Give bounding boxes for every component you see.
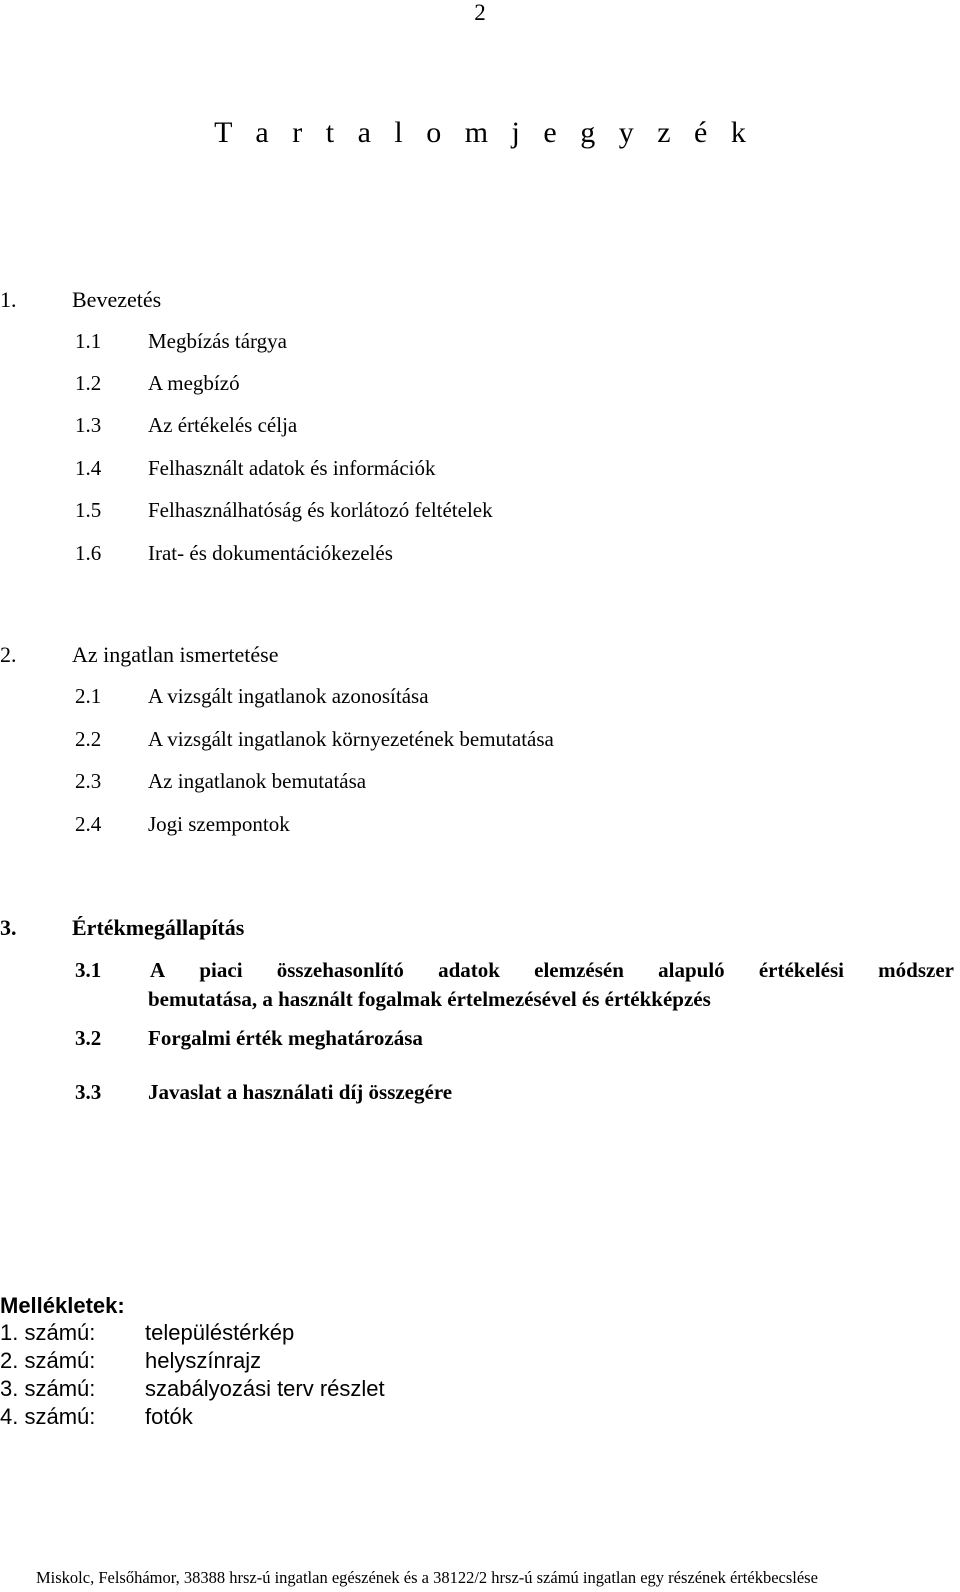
section-3-number: 3. bbox=[0, 915, 17, 940]
section-2-title: Az ingatlan ismertetése bbox=[72, 642, 279, 667]
page-footer: Miskolc, Felsőhámor, 38388 hrsz-ú ingatlan egészének és a 38122/2 hrsz-ú számú ingatlan egy részének értékbecslése bbox=[36, 1568, 818, 1587]
toc-item-title-line-1 bbox=[150, 958, 954, 983]
annex-text: helyszínrajz bbox=[145, 1348, 262, 1373]
section-1-number: 1. bbox=[0, 287, 17, 312]
toc-word: módszer bbox=[878, 958, 954, 982]
toc-item-number: 1.4 bbox=[75, 456, 102, 480]
annex-heading: Mellékletek: bbox=[0, 1293, 125, 1318]
section-3-title: Értékmegállapítás bbox=[72, 915, 245, 940]
toc-item-number: 1.6 bbox=[75, 541, 102, 565]
toc-item-number: 1.2 bbox=[75, 371, 102, 395]
toc-item-title: Forgalmi érték meghatározása bbox=[148, 1026, 423, 1050]
annex-label: 1. számú: bbox=[0, 1320, 96, 1345]
annex-text: településtérkép bbox=[145, 1320, 295, 1345]
toc-item-number: 3.3 bbox=[75, 1080, 102, 1104]
annex-label: 4. számú: bbox=[0, 1404, 96, 1429]
toc-item-title: Javaslat a használati díj összegére bbox=[148, 1080, 453, 1104]
toc-item-number: 2.2 bbox=[75, 727, 102, 751]
toc-word: alapuló bbox=[658, 958, 725, 982]
annex-text: szabályozási terv részlet bbox=[145, 1376, 385, 1401]
toc-item-number: 1.3 bbox=[75, 413, 102, 437]
toc-word: adatok bbox=[438, 958, 500, 982]
toc-item-title: A vizsgált ingatlanok környezetének bemutatása bbox=[148, 727, 554, 751]
toc-item-title: Felhasznált adatok és információk bbox=[148, 456, 436, 480]
annex-label: 3. számú: bbox=[0, 1376, 96, 1401]
toc-item-number: 2.4 bbox=[75, 812, 102, 836]
toc-item-title: Felhasználhatóság és korlátozó feltételek bbox=[148, 498, 493, 522]
section-2-number: 2. bbox=[0, 642, 17, 667]
page-number: 2 bbox=[474, 0, 486, 25]
toc-item-number: 2.3 bbox=[75, 769, 102, 793]
toc-item-title-line-2: bemutatása, a használt fogalmak értelmezésével és értékképzés bbox=[148, 987, 711, 1011]
annex-text: fotók bbox=[145, 1404, 193, 1429]
toc-word: A bbox=[150, 958, 166, 982]
section-1-title: Bevezetés bbox=[72, 287, 162, 312]
toc-item-title: A megbízó bbox=[148, 371, 240, 395]
toc-item-title: Megbízás tárgya bbox=[148, 329, 287, 353]
toc-title: T a r t a l o m j e g y z é k bbox=[214, 116, 754, 149]
toc-item-number: 1.1 bbox=[75, 329, 102, 353]
toc-item-title: Az értékelés célja bbox=[148, 413, 298, 437]
toc-item-number: 3.2 bbox=[75, 1026, 102, 1050]
toc-item-number: 3.1 bbox=[75, 958, 102, 982]
toc-word: piaci bbox=[199, 958, 243, 982]
toc-item-title: Az ingatlanok bemutatása bbox=[148, 769, 367, 793]
toc-word: értékelési bbox=[758, 958, 844, 982]
toc-item-title: Jogi szempontok bbox=[148, 812, 290, 836]
toc-word: elemzésén bbox=[534, 958, 624, 982]
toc-item-number: 2.1 bbox=[75, 684, 102, 708]
toc-word: összehasonlító bbox=[276, 958, 404, 982]
toc-item-title: A vizsgált ingatlanok azonosítása bbox=[148, 684, 429, 708]
toc-item-number: 1.5 bbox=[75, 498, 102, 522]
annex-label: 2. számú: bbox=[0, 1348, 96, 1373]
toc-item-title: Irat- és dokumentációkezelés bbox=[148, 541, 393, 565]
